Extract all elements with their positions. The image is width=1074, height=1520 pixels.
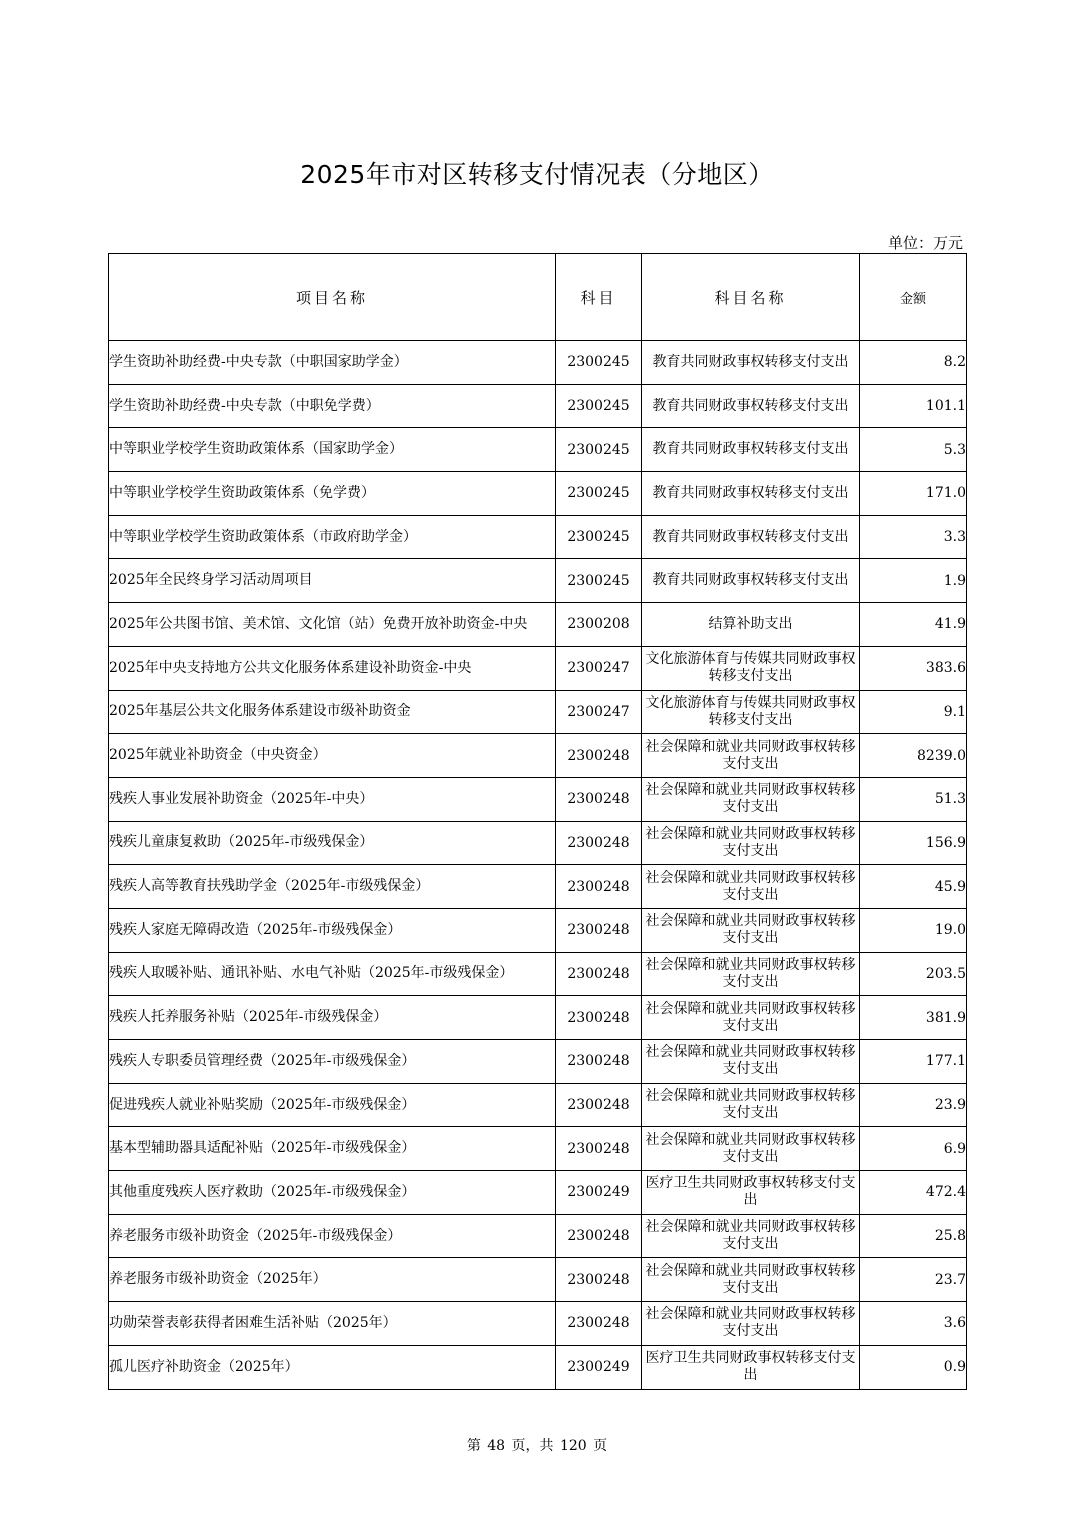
row-amount: 8239.0: [860, 734, 967, 778]
row-subject-code: 2300248: [556, 1214, 642, 1258]
table-row: [109, 777, 967, 821]
row-amount: 472.4: [860, 1171, 967, 1215]
row-amount: 3.6: [860, 1302, 967, 1346]
row-amount: 381.9: [860, 996, 967, 1040]
row-amount: 19.0: [860, 908, 967, 952]
row-amount: 41.9: [860, 603, 967, 647]
table-row: [109, 1083, 967, 1127]
row-item-name: 其他重度残疾人医疗救助（2025年-市级残保金）: [109, 1171, 556, 1215]
row-subject-name: 社会保障和就业共同财政事权转移支付支出: [642, 777, 860, 821]
row-subject-code: 2300247: [556, 690, 642, 734]
row-subject-name: 社会保障和就业共同财政事权转移支付支出: [642, 1258, 860, 1302]
row-subject-code: 2300245: [556, 384, 642, 428]
row-amount: 156.9: [860, 821, 967, 865]
row-amount: 171.0: [860, 472, 967, 516]
row-item-name: 中等职业学校学生资助政策体系（国家助学金）: [109, 428, 556, 472]
row-subject-code: 2300245: [556, 515, 642, 559]
row-subject-code: 2300247: [556, 646, 642, 690]
row-item-name: 中等职业学校学生资助政策体系（免学费）: [109, 472, 556, 516]
row-subject-code: 2300248: [556, 1258, 642, 1302]
header-subject-name: 科目名称: [642, 254, 860, 341]
row-subject-code: 2300245: [556, 341, 642, 385]
row-amount: 25.8: [860, 1214, 967, 1258]
table-row: [109, 821, 967, 865]
row-item-name: 学生资助补助经费-中央专款（中职免学费）: [109, 384, 556, 428]
row-item-name: 残疾人托养服务补贴（2025年-市级残保金）: [109, 996, 556, 1040]
row-subject-code: 2300248: [556, 908, 642, 952]
row-amount: 23.7: [860, 1258, 967, 1302]
header-amount: 金额: [860, 254, 967, 341]
row-subject-name: 社会保障和就业共同财政事权转移支付支出: [642, 952, 860, 996]
table-row: [109, 1302, 967, 1346]
row-item-name: 2025年基层公共文化服务体系建设市级补助资金: [109, 690, 556, 734]
table-row: [109, 1258, 967, 1302]
table-row: [109, 690, 967, 734]
row-amount: 177.1: [860, 1040, 967, 1084]
row-item-name: 2025年就业补助资金（中央资金）: [109, 734, 556, 778]
row-subject-name: 教育共同财政事权转移支付支出: [642, 428, 860, 472]
row-subject-name: 社会保障和就业共同财政事权转移支付支出: [642, 1214, 860, 1258]
table-body: [109, 341, 967, 1390]
row-subject-code: 2300248: [556, 1083, 642, 1127]
row-subject-code: 2300248: [556, 1040, 642, 1084]
row-subject-name: 社会保障和就业共同财政事权转移支付支出: [642, 865, 860, 909]
row-amount: 6.9: [860, 1127, 967, 1171]
unit-label: 单位：万元: [887, 234, 963, 252]
row-item-name: 2025年全民终身学习活动周项目: [109, 559, 556, 603]
row-subject-name: 社会保障和就业共同财政事权转移支付支出: [642, 908, 860, 952]
row-subject-code: 2300208: [556, 603, 642, 647]
row-item-name: 促进残疾人就业补贴奖励（2025年-市级残保金）: [109, 1083, 556, 1127]
row-subject-name: 医疗卫生共同财政事权转移支付支出: [642, 1345, 860, 1389]
table-row: [109, 341, 967, 385]
table-row: [109, 428, 967, 472]
row-subject-code: 2300245: [556, 472, 642, 516]
row-item-name: 残疾人家庭无障碍改造（2025年-市级残保金）: [109, 908, 556, 952]
row-subject-code: 2300248: [556, 734, 642, 778]
table-row: [109, 1040, 967, 1084]
row-item-name: 功勋荣誉表彰获得者困难生活补贴（2025年）: [109, 1302, 556, 1346]
row-amount: 5.3: [860, 428, 967, 472]
page-title: 2025年市对区转移支付情况表（分地区）: [300, 160, 774, 189]
row-subject-code: 2300248: [556, 865, 642, 909]
row-amount: 101.1: [860, 384, 967, 428]
row-amount: 203.5: [860, 952, 967, 996]
row-subject-code: 2300245: [556, 428, 642, 472]
row-subject-name: 社会保障和就业共同财政事权转移支付支出: [642, 1040, 860, 1084]
row-subject-code: 2300249: [556, 1171, 642, 1215]
table-row: [109, 996, 967, 1040]
table-row: [109, 734, 967, 778]
table-row: [109, 1171, 967, 1215]
row-amount: 1.9: [860, 559, 967, 603]
row-amount: 3.3: [860, 515, 967, 559]
table-row: [109, 1214, 967, 1258]
row-subject-name: 社会保障和就业共同财政事权转移支付支出: [642, 996, 860, 1040]
table-row: [109, 472, 967, 516]
row-item-name: 残疾人高等教育扶残助学金（2025年-市级残保金）: [109, 865, 556, 909]
header-subject-code: 科目: [556, 254, 642, 341]
row-subject-code: 2300248: [556, 1127, 642, 1171]
table-row: [109, 515, 967, 559]
row-subject-name: 教育共同财政事权转移支付支出: [642, 559, 860, 603]
row-item-name: 孤儿医疗补助资金（2025年）: [109, 1345, 556, 1389]
row-subject-name: 文化旅游体育与传媒共同财政事权转移支付支出: [642, 690, 860, 734]
row-subject-code: 2300248: [556, 996, 642, 1040]
row-amount: 383.6: [860, 646, 967, 690]
table-row: [109, 952, 967, 996]
row-subject-name: 社会保障和就业共同财政事权转移支付支出: [642, 734, 860, 778]
row-amount: 0.9: [860, 1345, 967, 1389]
row-subject-code: 2300248: [556, 777, 642, 821]
table-row: [109, 865, 967, 909]
row-item-name: 养老服务市级补助资金（2025年）: [109, 1258, 556, 1302]
row-item-name: 残疾儿童康复救助（2025年-市级残保金）: [109, 821, 556, 865]
row-subject-name: 社会保障和就业共同财政事权转移支付支出: [642, 1302, 860, 1346]
row-subject-name: 结算补助支出: [642, 603, 860, 647]
row-amount: 45.9: [860, 865, 967, 909]
row-subject-name: 教育共同财政事权转移支付支出: [642, 341, 860, 385]
row-item-name: 2025年中央支持地方公共文化服务体系建设补助资金-中央: [109, 646, 556, 690]
table-header-row: [109, 254, 967, 341]
row-amount: 23.9: [860, 1083, 967, 1127]
table-row: [109, 384, 967, 428]
row-item-name: 2025年公共图书馆、美术馆、文化馆（站）免费开放补助资金-中央: [109, 603, 556, 647]
transfer-payment-table: [108, 253, 967, 1390]
row-subject-code: 2300248: [556, 821, 642, 865]
row-subject-code: 2300248: [556, 1302, 642, 1346]
row-item-name: 基本型辅助器具适配补贴（2025年-市级残保金）: [109, 1127, 556, 1171]
table-row: [109, 1127, 967, 1171]
table-row: [109, 908, 967, 952]
row-subject-code: 2300245: [556, 559, 642, 603]
row-subject-name: 教育共同财政事权转移支付支出: [642, 515, 860, 559]
header-item-name: 项目名称: [109, 254, 556, 341]
table-row: [109, 1345, 967, 1389]
row-item-name: 残疾人事业发展补助资金（2025年-中央）: [109, 777, 556, 821]
row-amount: 51.3: [860, 777, 967, 821]
row-amount: 9.1: [860, 690, 967, 734]
row-item-name: 残疾人取暖补贴、通讯补贴、水电气补贴（2025年-市级残保金）: [109, 952, 556, 996]
row-subject-name: 教育共同财政事权转移支付支出: [642, 384, 860, 428]
row-subject-code: 2300249: [556, 1345, 642, 1389]
page-footer: 第 48 页，共 120 页: [466, 1438, 608, 1454]
row-amount: 8.2: [860, 341, 967, 385]
row-item-name: 中等职业学校学生资助政策体系（市政府助学金）: [109, 515, 556, 559]
row-subject-name: 社会保障和就业共同财政事权转移支付支出: [642, 1127, 860, 1171]
table-row: [109, 646, 967, 690]
row-item-name: 残疾人专职委员管理经费（2025年-市级残保金）: [109, 1040, 556, 1084]
row-item-name: 养老服务市级补助资金（2025年-市级残保金）: [109, 1214, 556, 1258]
row-item-name: 学生资助补助经费-中央专款（中职国家助学金）: [109, 341, 556, 385]
row-subject-name: 文化旅游体育与传媒共同财政事权转移支付支出: [642, 646, 860, 690]
row-subject-name: 社会保障和就业共同财政事权转移支付支出: [642, 1083, 860, 1127]
row-subject-name: 医疗卫生共同财政事权转移支付支出: [642, 1171, 860, 1215]
row-subject-code: 2300248: [556, 952, 642, 996]
row-subject-name: 教育共同财政事权转移支付支出: [642, 472, 860, 516]
table-row: [109, 559, 967, 603]
row-subject-name: 社会保障和就业共同财政事权转移支付支出: [642, 821, 860, 865]
table-row: [109, 603, 967, 647]
